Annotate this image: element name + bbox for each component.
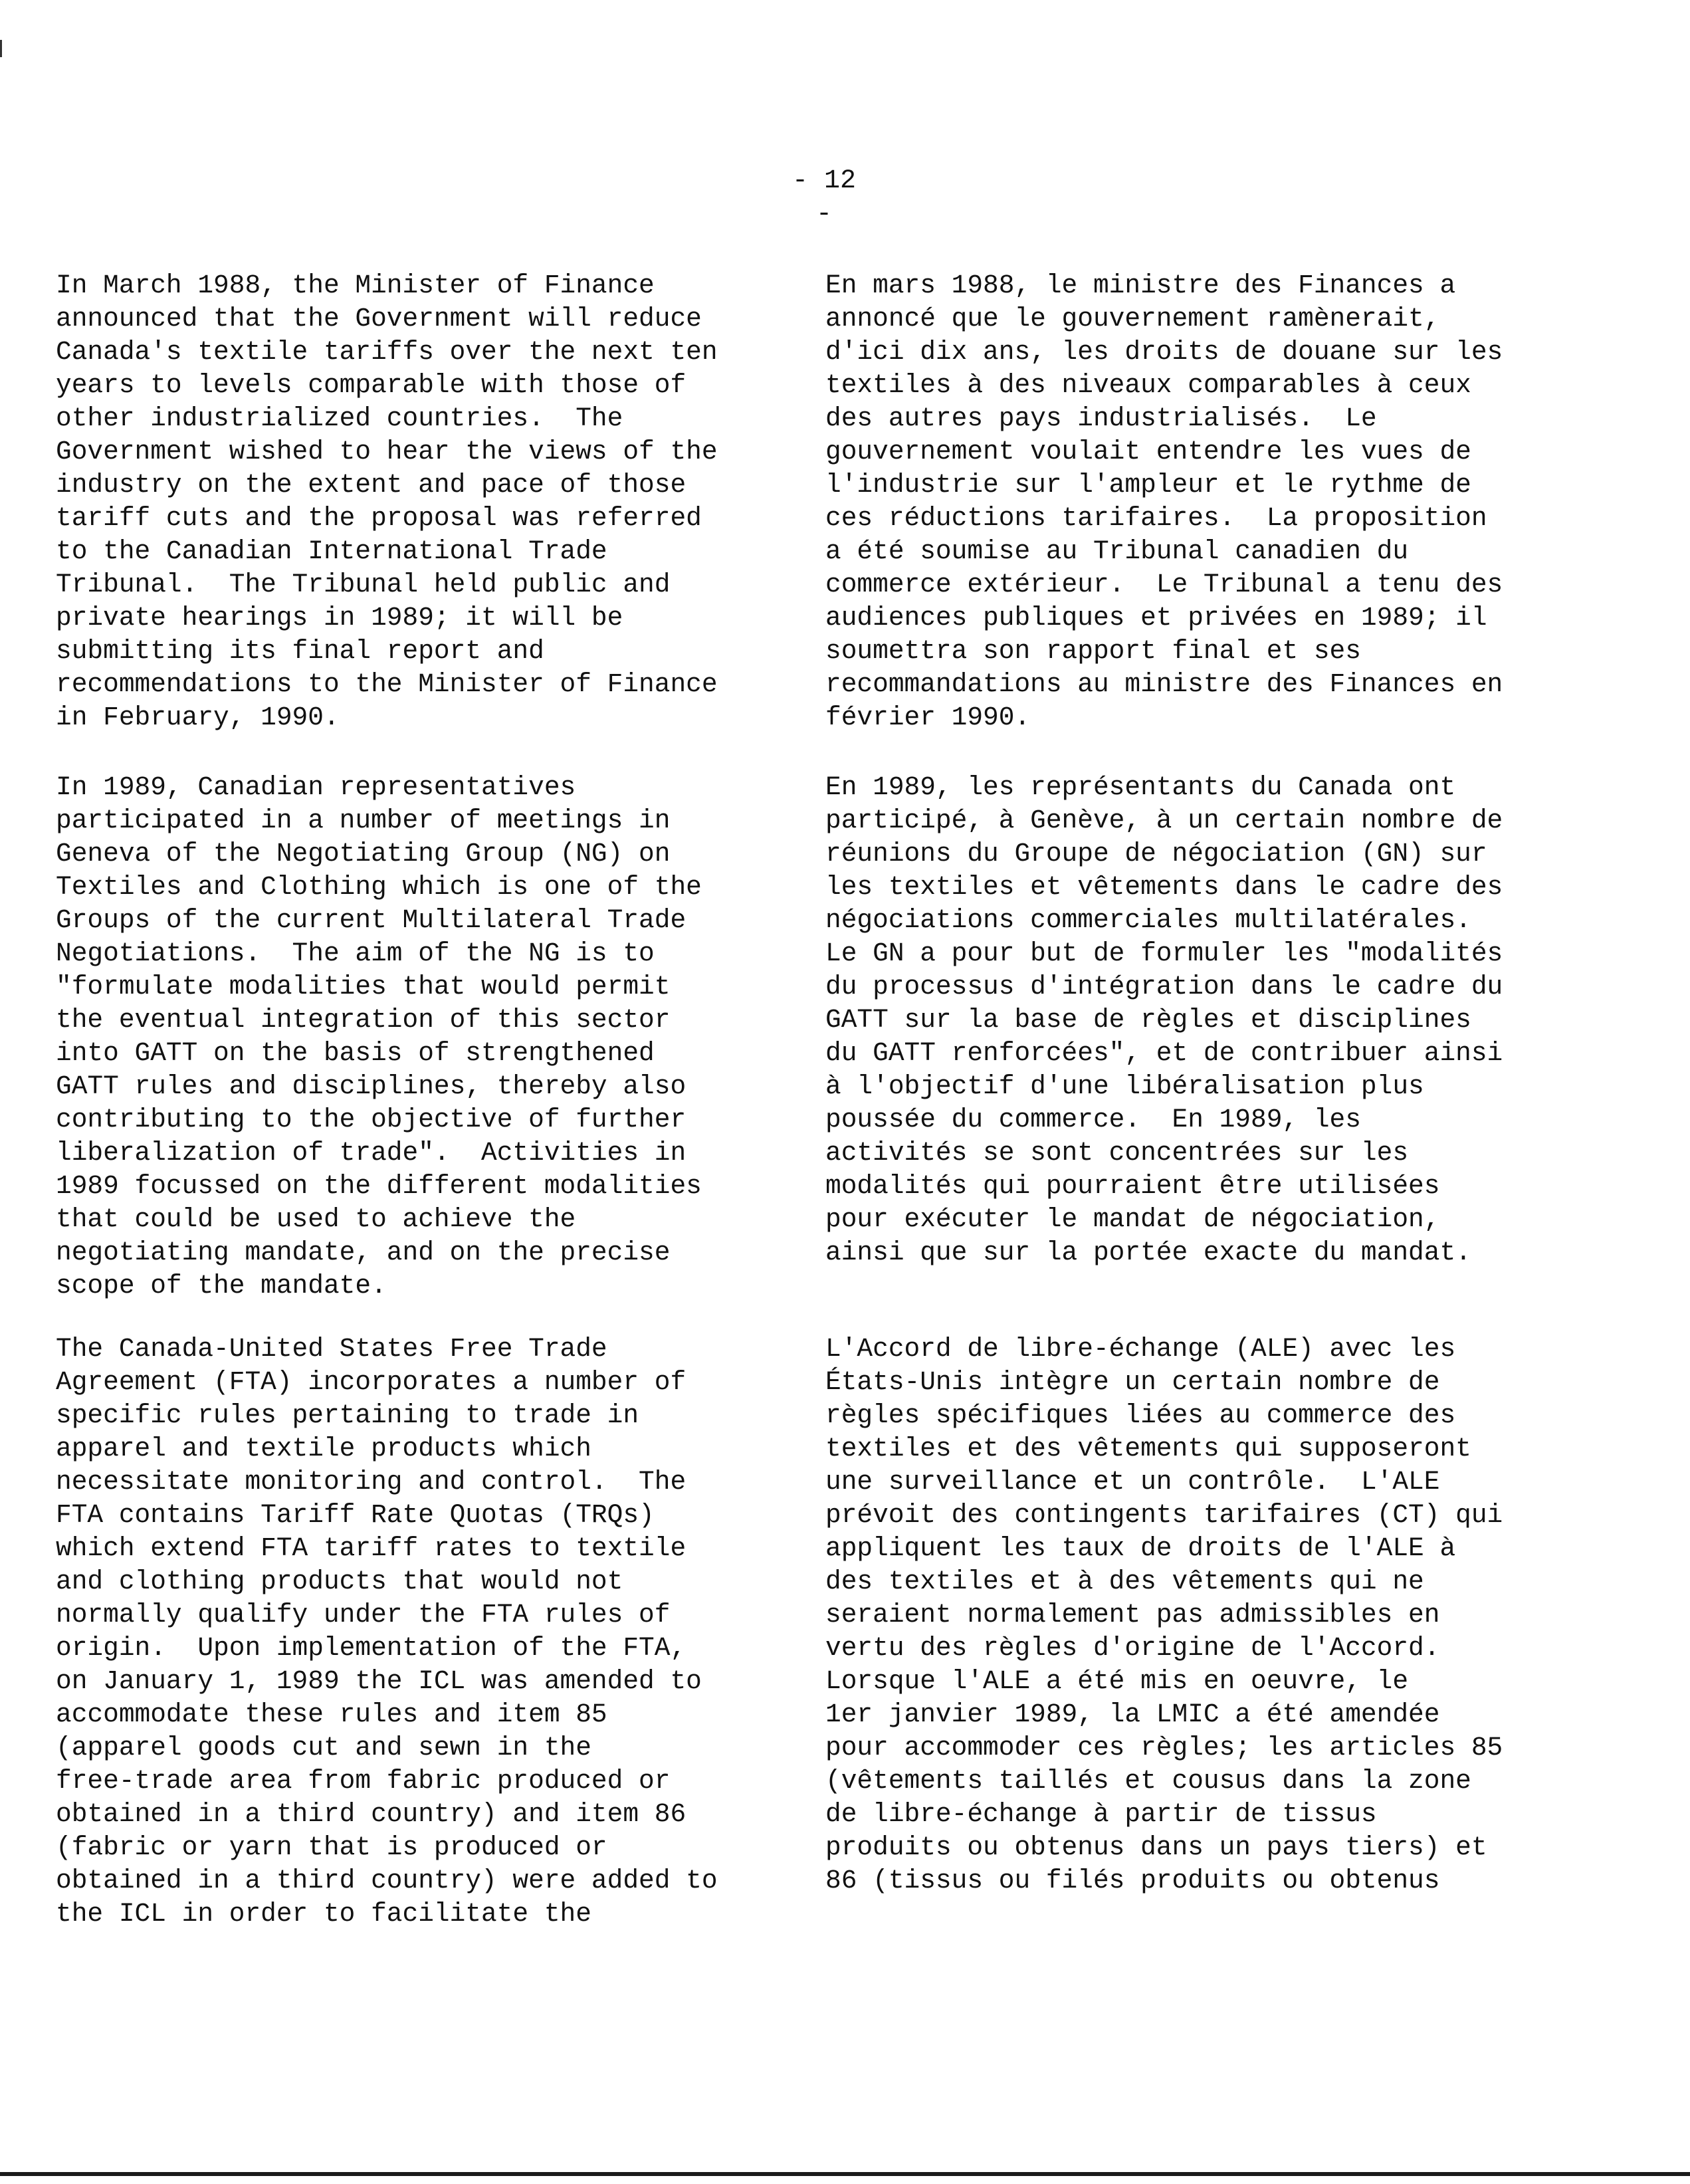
text-line: and clothing products that would not: [56, 1567, 623, 1596]
text-line: participé, à Genève, à un certain nombre de: [825, 806, 1503, 835]
text-line: annoncé que le gouvernement ramènerait,: [825, 304, 1440, 334]
text-line: origin. Upon implementation of the FTA,: [56, 1633, 687, 1663]
text-line: years to levels comparable with those of: [56, 370, 687, 400]
text-line: into GATT on the basis of strengthened: [56, 1038, 655, 1068]
text-line: Government wished to hear the views of the: [56, 437, 718, 467]
text-line: Lorsque l'ALE a été mis en oeuvre, le: [825, 1666, 1409, 1696]
text-line: l'industrie sur l'ampleur et le rythme de: [825, 470, 1471, 500]
text-line: appliquent les taux de droits de l'ALE à: [825, 1533, 1456, 1563]
text-line: produits ou obtenus dans un pays tiers) et: [825, 1832, 1487, 1862]
text-line: liberalization of trade". Activities in: [56, 1138, 687, 1168]
text-line: audiences publiques et privées en 1989; il: [825, 603, 1487, 633]
text-line: règles spécifiques liées au commerce des: [825, 1400, 1456, 1430]
text-line: other industrialized countries. The: [56, 403, 623, 433]
text-line: à l'objectif d'une libéralisation plus: [825, 1071, 1424, 1101]
text-line: réunions du Groupe de négociation (GN) sur: [825, 839, 1487, 869]
text-line: (apparel goods cut and sewn in the: [56, 1733, 591, 1763]
text-line: février 1990.: [825, 703, 1031, 732]
text-line: the eventual integration of this sector: [56, 1005, 671, 1035]
text-line: GATT sur la base de règles et disciplines: [825, 1005, 1471, 1035]
text-line: textiles à des niveaux comparables à ceux: [825, 370, 1471, 400]
text-line: des autres pays industrialisés. Le: [825, 403, 1377, 433]
text-line: Groups of the current Multilateral Trade: [56, 905, 687, 935]
page-bottom-edge: [0, 2172, 1690, 2176]
text-line: 1er janvier 1989, la LMIC a été amendée: [825, 1699, 1440, 1729]
text-line: Tribunal. The Tribunal held public and: [56, 570, 671, 600]
text-line: vertu des règles d'origine de l'Accord.: [825, 1633, 1440, 1663]
page-number: - 12 -: [792, 166, 856, 229]
text-line: private hearings in 1989; it will be: [56, 603, 623, 633]
french-paragraph-tariffs: [825, 269, 1503, 734]
text-line: accommodate these rules and item 85: [56, 1699, 607, 1729]
text-line: En mars 1988, le ministre des Finances a: [825, 271, 1456, 300]
text-line: a été soumise au Tribunal canadien du: [825, 536, 1409, 566]
text-line: apparel and textile products which: [56, 1434, 591, 1464]
text-line: that could be used to achieve the: [56, 1204, 576, 1234]
text-line: activités se sont concentrées sur les: [825, 1138, 1409, 1168]
english-paragraph-negotiating-group: [56, 771, 702, 1303]
text-line: In 1989, Canadian representatives: [56, 772, 576, 802]
text-line: Textiles and Clothing which is one of the: [56, 872, 702, 902]
text-line: The Canada-United States Free Trade: [56, 1334, 607, 1364]
text-line: L'Accord de libre-échange (ALE) avec les: [825, 1334, 1456, 1364]
text-line: du GATT renforcées", et de contribuer ainsi: [825, 1038, 1503, 1068]
text-line: les textiles et vêtements dans le cadre des: [825, 872, 1503, 902]
text-line: participated in a number of meetings in: [56, 806, 671, 835]
text-line: pour exécuter le mandat de négociation,: [825, 1204, 1440, 1234]
text-line: gouvernement voulait entendre les vues de: [825, 437, 1471, 467]
text-line: Negotiations. The aim of the NG is to: [56, 938, 655, 968]
text-line: une surveillance et un contrôle. L'ALE: [825, 1467, 1440, 1497]
text-line: des textiles et à des vêtements qui ne: [825, 1567, 1424, 1596]
text-line: scope of the mandate.: [56, 1271, 387, 1301]
text-line: obtained in a third country) were added to: [56, 1866, 718, 1896]
text-line: industry on the extent and pace of those: [56, 470, 687, 500]
text-line: on January 1, 1989 the ICL was amended to: [56, 1666, 702, 1696]
text-line: commerce extérieur. Le Tribunal a tenu des: [825, 570, 1503, 600]
text-line: En 1989, les représentants du Canada ont: [825, 772, 1456, 802]
text-line: announced that the Government will reduce: [56, 304, 702, 334]
text-line: in February, 1990.: [56, 703, 340, 732]
text-line: (fabric or yarn that is produced or: [56, 1832, 607, 1862]
text-line: "formulate modalities that would permit: [56, 972, 671, 1002]
text-line: ces réductions tarifaires. La proposition: [825, 503, 1487, 533]
french-paragraph-negotiating-group: [825, 771, 1503, 1269]
text-line: poussée du commerce. En 1989, les: [825, 1105, 1361, 1135]
text-line: GATT rules and disciplines, thereby also: [56, 1071, 687, 1101]
text-line: de libre-échange à partir de tissus: [825, 1799, 1377, 1829]
text-line: Geneva of the Negotiating Group (NG) on: [56, 839, 671, 869]
text-line: obtained in a third country) and item 86: [56, 1799, 687, 1829]
text-line: États-Unis intègre un certain nombre de: [825, 1367, 1440, 1397]
text-line: seraient normalement pas admissibles en: [825, 1600, 1440, 1630]
english-paragraph-free-trade-agreement: [56, 1333, 718, 1931]
text-line: du processus d'intégration dans le cadre du: [825, 972, 1503, 1002]
scan-margin-mark: [0, 40, 2, 57]
text-line: Agreement (FTA) incorporates a number of: [56, 1367, 687, 1397]
text-line: négociations commerciales multilatérales.: [825, 905, 1471, 935]
text-line: textiles et des vêtements qui supposeront: [825, 1434, 1471, 1464]
text-line: contributing to the objective of further: [56, 1105, 687, 1135]
text-line: modalités qui pourraient être utilisées: [825, 1171, 1440, 1201]
text-line: free-trade area from fabric produced or: [56, 1766, 671, 1796]
text-line: necessitate monitoring and control. The: [56, 1467, 687, 1497]
text-line: 1989 focussed on the different modalities: [56, 1171, 702, 1201]
text-line: pour accommoder ces règles; les articles 85: [825, 1733, 1503, 1763]
text-line: specific rules pertaining to trade in: [56, 1400, 639, 1430]
text-line: soumettra son rapport final et ses: [825, 636, 1361, 666]
text-line: normally qualify under the FTA rules of: [56, 1600, 671, 1630]
french-paragraph-free-trade-agreement: [825, 1333, 1503, 1898]
text-line: prévoit des contingents tarifaires (CT) qui: [825, 1500, 1503, 1530]
text-line: the ICL in order to facilitate the: [56, 1899, 591, 1929]
text-line: 86 (tissus ou filés produits ou obtenus: [825, 1866, 1440, 1896]
text-line: which extend FTA tariff rates to textile: [56, 1533, 687, 1563]
text-line: to the Canadian International Trade: [56, 536, 607, 566]
text-line: Canada's textile tariffs over the next ten: [56, 337, 718, 367]
text-line: Le GN a pour but de formuler les "modalités: [825, 938, 1503, 968]
text-line: (vêtements taillés et cousus dans la zone: [825, 1766, 1471, 1796]
english-paragraph-tariffs: [56, 269, 718, 734]
text-line: recommendations to the Minister of Finance: [56, 669, 718, 699]
text-line: tariff cuts and the proposal was referred: [56, 503, 702, 533]
text-line: recommandations au ministre des Finances en: [825, 669, 1503, 699]
text-line: d'ici dix ans, les droits de douane sur les: [825, 337, 1503, 367]
text-line: negotiating mandate, and on the precise: [56, 1238, 671, 1267]
text-line: In March 1988, the Minister of Finance: [56, 271, 655, 300]
text-line: ainsi que sur la portée exacte du mandat.: [825, 1238, 1471, 1267]
text-line: FTA contains Tariff Rate Quotas (TRQs): [56, 1500, 655, 1530]
text-line: submitting its final report and: [56, 636, 544, 666]
